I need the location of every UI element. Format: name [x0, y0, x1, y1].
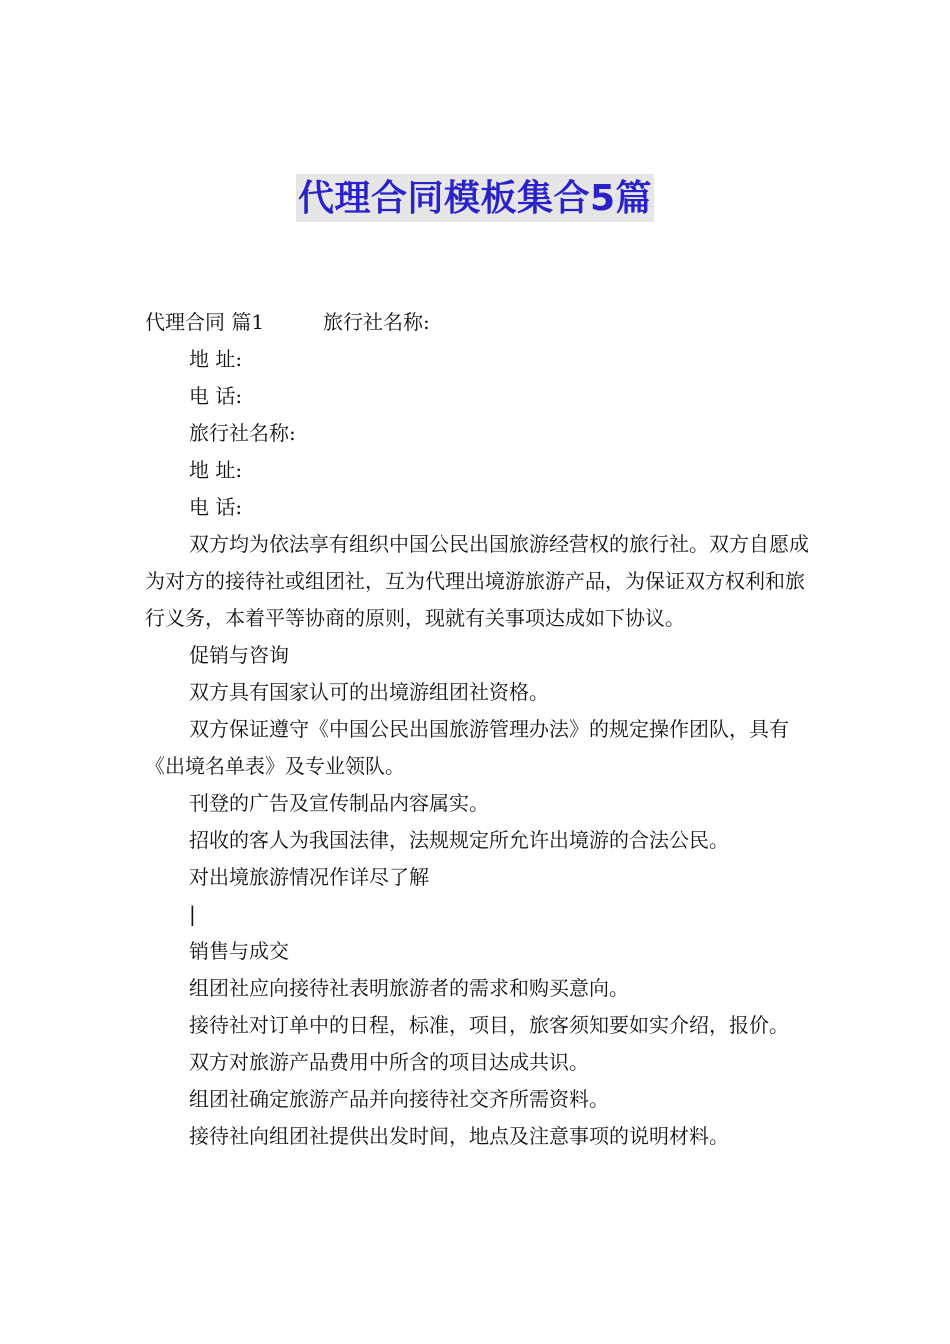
paragraph: 接待社向组团社提供出发时间，地点及注意事项的说明材料。	[189, 1124, 729, 1148]
paragraph: 双方保证遵守《中国公民出国旅游管理办法》的规定操作团队，具有《出境名单表》及专业领队。	[145, 717, 789, 778]
address-line: 地 址:	[189, 347, 243, 371]
paragraph: 双方均为依法享有组织中国公民出国旅游经营权的旅行社。双方自愿成为对方的接待社或组团社，互为代理出境游旅游产品，为保证双方权利和旅行义务，本着平等协商的原则，现就有关事项达成如下协议。	[145, 532, 809, 630]
agency-name-label: 旅行社名称:	[323, 310, 430, 334]
title-container	[0, 174, 950, 222]
paragraph: 招收的客人为我国法律，法规规定所允许出境游的合法公民。	[189, 828, 729, 852]
section-label: 代理合同 篇1	[145, 310, 265, 334]
paragraph: 组团社应向接待社表明旅游者的需求和购买意向。	[189, 976, 629, 1000]
text-cursor-line: |	[189, 902, 196, 926]
phone-line: 电 话:	[189, 495, 243, 519]
paragraph: 组团社确定旅游产品并向接待社交齐所需资料。	[189, 1087, 609, 1111]
subheading-promotion: 促销与咨询	[189, 643, 289, 667]
address-line: 地 址:	[189, 458, 243, 482]
document-body	[145, 304, 815, 1155]
paragraph: 双方具有国家认可的出境游组团社资格。	[189, 680, 549, 704]
paragraph: 对出境旅游情况作详尽了解	[189, 865, 429, 889]
phone-line: 电 话:	[189, 384, 243, 408]
subheading-sales: 销售与成交	[189, 939, 289, 963]
paragraph: 接待社对订单中的日程，标准，项目，旅客须知要如实介绍，报价。	[189, 1013, 789, 1037]
paragraph: 双方对旅游产品费用中所含的项目达成共识。	[189, 1050, 589, 1074]
section-heading-line	[145, 304, 815, 341]
document-title: 代理合同模板集合5篇	[296, 174, 654, 222]
paragraph: 刊登的广告及宣传制品内容属实。	[189, 791, 489, 815]
agency-name-line: 旅行社名称:	[189, 421, 296, 445]
